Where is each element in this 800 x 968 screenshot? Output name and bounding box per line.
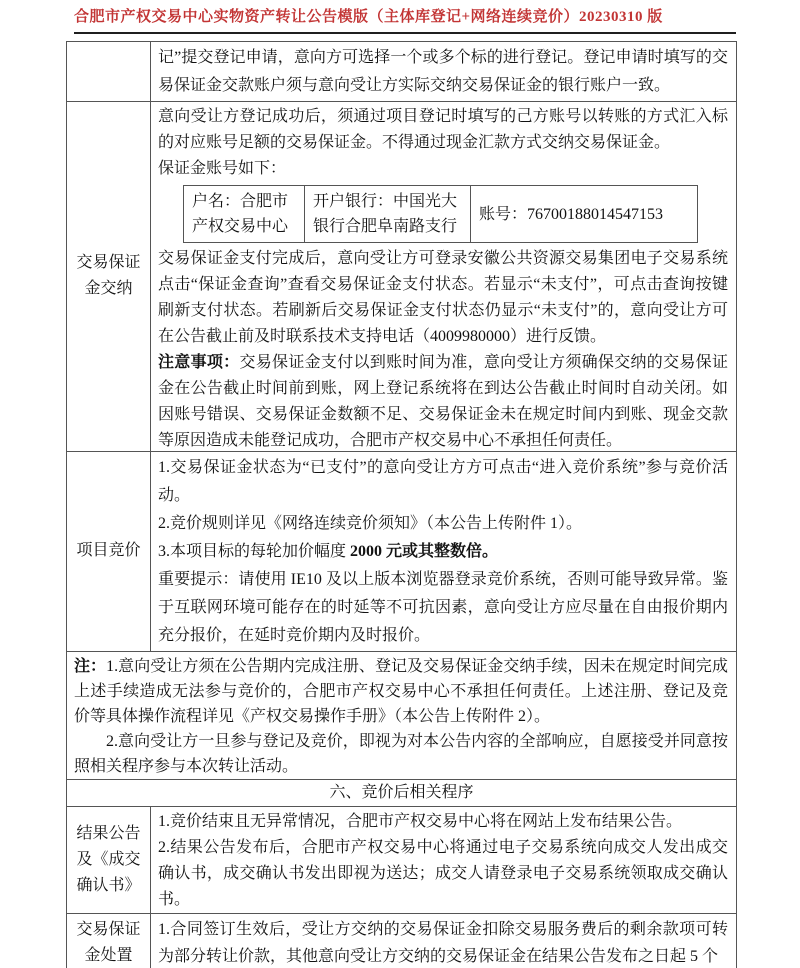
deposit-payment-paragraph-1: 意向受让方登记成功后，须通过项目登记时填写的己方账号以转账的方式汇入标的对应账号足额的交易保证金。不得通过现金汇款方式交纳交易保证金。	[158, 108, 728, 152]
account-number-cell	[471, 186, 697, 242]
notice-text: 交易保证金支付以到账时间为准，意向受让方须确保交纳的交易保证金在公告截止时间前到账，网上登记系统将在到达公告截止时间时自动关闭。如因账号错误、交易保证金数额不足、交易保证金未在规定时间内到账、现金交款等原因造成未能登记成功，合肥市产权交易中心不承担任何责任。	[158, 354, 728, 450]
section-header-title: 六、竞价后相关程序	[329, 783, 474, 801]
registration-continued-text: 记”提交登记申请，意向方可选择一个或多个标的进行登记。登记申请时填写的交易保证金交款账户须与意向受让方实际交纳交易保证金的银行账户一致。	[158, 49, 728, 94]
table-row-deposit-payment	[67, 102, 736, 452]
deposit-disposal-cell	[151, 914, 736, 968]
table-row-registration-continued	[67, 42, 736, 102]
table-row-result-announcement	[67, 807, 736, 914]
row-label-deposit-payment: 交易保证金交纳	[67, 102, 151, 451]
table-row-section-header	[67, 780, 736, 807]
account-number-text: 账号：76700188014547153	[479, 205, 664, 223]
deposit-payment-cell	[151, 102, 736, 451]
bidding-item-2: 2.竞价规则详见《网络连续竞价须知》（本公告上传附件 1）。	[158, 514, 583, 532]
account-holder-cell	[184, 186, 305, 242]
row-label-bidding: 项目竞价	[67, 452, 151, 651]
deposit-account-table	[183, 185, 698, 243]
table-row-deposit-disposal	[67, 914, 736, 968]
deposit-payment-notice	[158, 350, 728, 454]
bidding-item-4: 重要提示：请使用 IE10 及以上版本浏览器登录竞价系统，否则可能导致异常。鉴于互联网环境可能存在的时延等不可抗因素，意向受让方应尽量在自由报价期内充分报价，在延时竞价期内及时报价。	[158, 570, 728, 644]
table-row-bidding	[67, 452, 736, 652]
bidding-item-1: 1.交易保证金状态为“已支付”的意向受让方方可点击“进入竞价系统”参与竞价活动。	[158, 458, 728, 504]
registration-continued-cell	[151, 42, 736, 101]
account-bank-text: 开户银行：中国光大银行合肥阜南路支行	[313, 193, 458, 236]
result-announcement-cell	[151, 807, 736, 913]
result-item-2: 2.结果公告发布后，合肥市产权交易中心将通过电子交易系统向成交人发出成交确认书，成交确认书发出即视为送达；成交人请登录电子交易系统领取成交确认书。	[158, 838, 728, 908]
announcement-table	[66, 41, 737, 968]
row-label-empty	[67, 42, 151, 101]
result-item-1: 1.竞价结束且无异常情况，合肥市产权交易中心将在网站上发布结果公告。	[158, 812, 683, 830]
document-header	[74, 6, 736, 34]
note-cell	[67, 652, 736, 779]
note-label: 注：	[74, 657, 107, 675]
account-holder-text: 户名：合肥市产权交易中心	[192, 193, 289, 236]
deposit-payment-paragraph-3: 交易保证金支付完成后，意向受让方可登录安徽公共资源交易集团电子交易系统点击“保证金查询”查看交易保证金支付状态。若显示“未支付”，可点击查询按键刷新支付状态。若刷新后交易保证金支付状态仍显示“未支付”的，意向受让方可在公告截止前及时联系技术支持电话（4009980000）进行反馈。	[158, 250, 728, 346]
document-title: 合肥市产权交易中心实物资产转让公告模版（主体库登记+网络连续竞价）20230310 版	[74, 9, 663, 25]
bidding-item-3-prefix: 3.本项目标的每轮加价幅度	[158, 542, 351, 560]
note-text-1: 1.意向受让方须在公告期内完成注册、登记及交易保证金交纳手续，因未在规定时间完成上述手续造成无法参与竞价的，合肥市产权交易中心不承担任何责任。上述注册、登记及竞价等具体操作流程详见《产权交易操作手册》（本公告上传附件 2）。	[74, 657, 728, 725]
notice-label: 注意事项：	[158, 354, 240, 372]
note-paragraph-1	[74, 654, 728, 729]
row-label-deposit-disposal: 交易保证金处置	[67, 914, 151, 968]
row-label-result-announcement: 结果公告及《成交确认书》	[67, 807, 151, 913]
table-row-note	[67, 652, 736, 780]
bidding-item-3	[158, 538, 728, 566]
deposit-disposal-text: 1.合同签订生效后，受让方交纳的交易保证金扣除交易服务费后的剩余款项可转为部分转让价款，其他意向受让方交纳的交易保证金在结果公告发布之日起 5 个	[158, 921, 728, 965]
bidding-item-3-bold: 2000 元或其整数倍。	[350, 542, 499, 560]
bidding-cell	[151, 452, 736, 651]
section-header-cell	[67, 780, 736, 806]
deposit-payment-paragraph-2: 保证金账号如下：	[158, 160, 287, 178]
account-bank-cell	[305, 186, 471, 242]
note-paragraph-2: 2.意向受让方一旦参与登记及竞价，即视为对本公告内容的全部响应，自愿接受并同意按照相关程序参与本次转让活动。	[74, 732, 728, 775]
